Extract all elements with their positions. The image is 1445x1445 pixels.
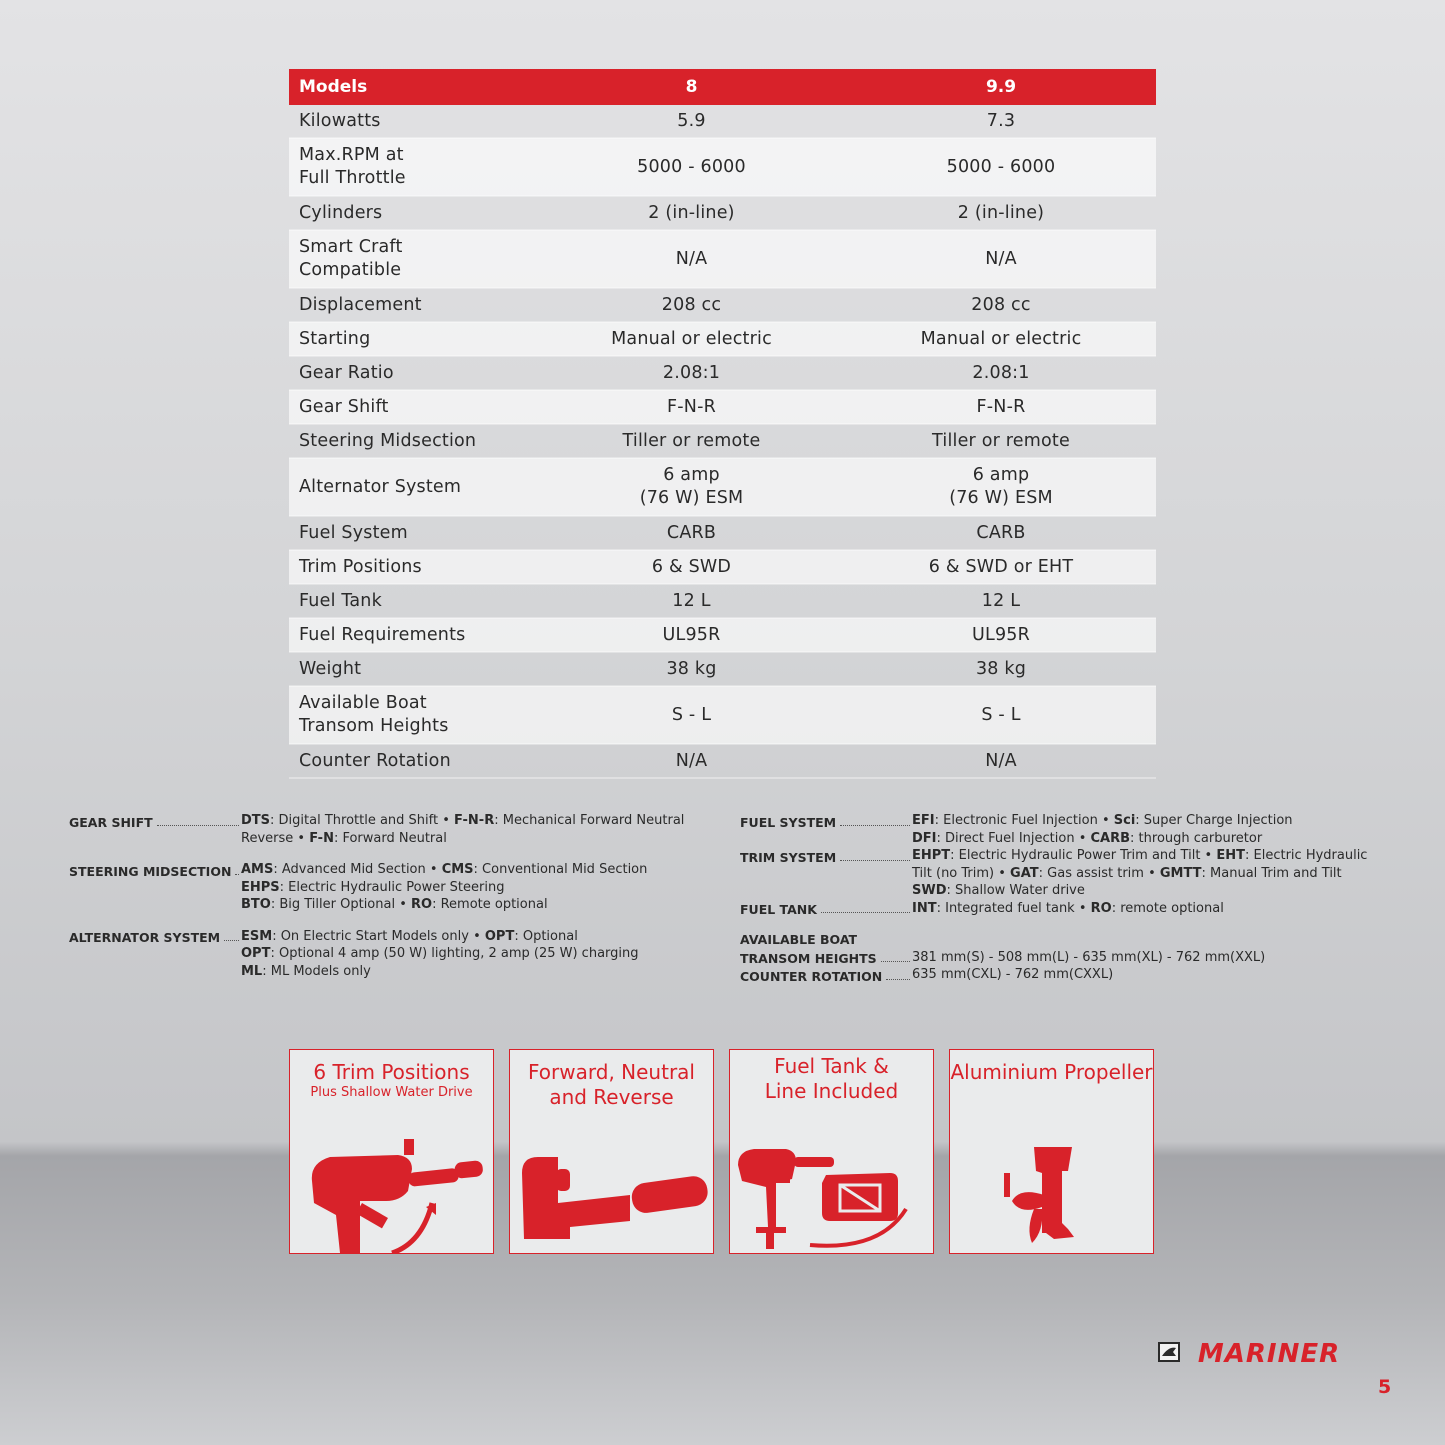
legend-description-line	[241, 861, 719, 879]
legend-description-line	[241, 830, 719, 848]
spec-value-model-9-9	[846, 105, 1156, 138]
spec-row	[289, 322, 1156, 356]
spec-label	[289, 618, 537, 652]
spec-label-line: Fuel Tank	[299, 590, 382, 611]
spec-row	[289, 105, 1156, 138]
feature-title-line-2: and Reverse	[549, 1085, 674, 1109]
spec-row	[289, 230, 1156, 288]
legend-text: : Digital Throttle and Shift •	[270, 813, 455, 828]
legend-text: : Shallow Water drive	[946, 883, 1085, 898]
feature-title: Aluminium Propeller	[950, 1060, 1153, 1084]
spec-label	[289, 230, 537, 288]
spec-value-model-8	[537, 652, 846, 686]
header-model-9-9: 9.9	[846, 69, 1156, 105]
legend-description	[241, 812, 719, 847]
spec-label-line: Fuel System	[299, 522, 408, 543]
propeller-icon	[950, 1103, 1154, 1253]
legend-text: : Big Tiller Optional •	[270, 897, 412, 912]
spec-value-model-9-9-line: S - L	[981, 704, 1021, 725]
legend-key	[740, 812, 912, 830]
feature-title-line-1: Fuel Tank &	[774, 1054, 889, 1078]
legend-key	[740, 966, 912, 984]
legend-abbreviation: OPT	[484, 928, 515, 944]
legend-description	[912, 812, 1380, 847]
spec-label-line: Starting	[299, 328, 371, 349]
page-number: 5	[1378, 1376, 1392, 1398]
legend-abbreviation: DFI	[912, 830, 937, 846]
spec-label	[289, 424, 537, 458]
fuel-tank-icon	[730, 1103, 934, 1253]
legend-abbreviation: BTO	[241, 897, 271, 912]
legend-entry	[740, 900, 1380, 918]
legend-key-label: ALTERNATOR SYSTEM	[69, 930, 221, 945]
legend-description-line	[912, 882, 1380, 900]
legend-key-label: FUEL SYSTEM	[740, 814, 837, 830]
legend-abbreviation: RO	[1090, 900, 1112, 916]
spec-label-line: Kilowatts	[299, 110, 381, 131]
spec-value-model-9-9	[846, 196, 1156, 230]
legend-text: : Electric Hydraulic	[1245, 848, 1368, 863]
legend-description-line	[912, 966, 1380, 984]
legend-abbreviation: EHPT	[912, 848, 951, 863]
spec-row	[289, 390, 1156, 424]
spec-value-model-9-9-line: Tiller or remote	[932, 430, 1070, 451]
spec-label-line: Weight	[299, 658, 362, 679]
legend-text: : ML Models only	[262, 963, 371, 979]
legend-description-line	[912, 812, 1380, 830]
legend-key-label: FUEL TANK	[740, 902, 817, 917]
legend-abbreviation: EHT	[1216, 848, 1245, 863]
tiller-shift-icon	[510, 1103, 714, 1253]
legend-description-line	[241, 928, 719, 946]
spec-value-model-8-line: N/A	[675, 248, 708, 269]
legend-text: : Electric Hydraulic Power Steering	[279, 879, 505, 895]
legend-description-line	[241, 945, 719, 963]
header-model-8: 8	[537, 69, 846, 105]
spec-label	[289, 138, 537, 196]
legend-text: : remote optional	[1111, 900, 1224, 916]
spec-value-model-8-line: 12 L	[672, 590, 711, 611]
spec-value-model-8-line: S - L	[671, 704, 712, 725]
spec-label	[289, 390, 537, 424]
legend-abbreviation: GMTT	[1159, 865, 1202, 881]
legend-abbreviation: AMS	[241, 862, 274, 877]
spec-value-model-8-line: 2 (in-line)	[648, 202, 735, 223]
spec-value-model-8-line: 5000 - 6000	[637, 156, 746, 177]
spec-label-line: Cylinders	[299, 202, 383, 223]
legend-text: : Electronic Fuel Injection •	[934, 813, 1114, 828]
spec-row	[289, 458, 1156, 516]
outboard-trim-icon	[290, 1103, 494, 1253]
spec-value-model-9-9	[846, 550, 1156, 584]
spec-value-model-8	[537, 196, 846, 230]
legend-abbreviation: ML	[241, 963, 263, 979]
legend-abbreviation: ESM	[241, 928, 273, 944]
legend-text: : On Electric Start Models only •	[272, 928, 485, 944]
spec-row	[289, 356, 1156, 390]
spec-label	[289, 686, 537, 744]
mariner-logo	[1157, 1338, 1362, 1366]
svg-text:MARINER: MARINER	[1197, 1339, 1341, 1366]
spec-body	[289, 105, 1156, 778]
legend-abbreviation: CARB	[1090, 830, 1131, 846]
spec-value-model-8-line: F-N-R	[667, 396, 716, 417]
legend-text: : Optional 4 amp (50 W) lighting, 2 amp (25 W) charging	[270, 946, 639, 961]
legend-abbreviation: SWD	[912, 883, 947, 898]
spec-value-model-9-9	[846, 230, 1156, 288]
spec-value-model-8	[537, 322, 846, 356]
spec-value-model-9-9	[846, 618, 1156, 652]
spec-value-model-8	[537, 230, 846, 288]
legend-text: : through carburetor	[1130, 830, 1263, 846]
spec-value-model-9-9	[846, 584, 1156, 618]
spec-value-model-9-9	[846, 458, 1156, 516]
feature-aluminium-propeller	[949, 1049, 1154, 1254]
spec-label-line: Full Throttle	[299, 168, 406, 188]
spec-value-model-8	[537, 516, 846, 550]
legend-description-line	[912, 830, 1380, 848]
legend-text: : Direct Fuel Injection •	[936, 830, 1091, 846]
spec-value-model-8	[537, 458, 846, 516]
spec-row	[289, 584, 1156, 618]
legend-abbreviation: Sci	[1113, 813, 1136, 828]
spec-value-model-9-9-line: 6 & SWD or EHT	[928, 556, 1074, 577]
feature-forward-neutral-reverse	[509, 1049, 714, 1254]
legend-description	[241, 861, 719, 914]
legend-key-line: AVAILABLE BOAT	[740, 932, 858, 947]
spec-header-row	[289, 69, 1156, 105]
spec-value-model-9-9	[846, 424, 1156, 458]
legend-key	[69, 928, 241, 946]
spec-value-model-8	[537, 618, 846, 652]
spec-value-model-8	[537, 356, 846, 390]
legend-abbreviation: GAT	[1010, 865, 1039, 881]
spec-value-model-8	[537, 584, 846, 618]
spec-row	[289, 618, 1156, 652]
spec-row	[289, 686, 1156, 744]
legend-abbreviation: EHPS	[241, 879, 280, 895]
legend-text: : Manual Trim and Tilt	[1201, 865, 1342, 881]
spec-value-model-9-9-line: UL95R	[972, 624, 1030, 645]
spec-value-model-8-line: 5.9	[677, 110, 706, 131]
spec-value-model-8-line: Manual or electric	[611, 328, 772, 349]
spec-value-model-9-9-line: N/A	[985, 750, 1017, 771]
legend-text: : Mechanical Forward Neutral	[494, 813, 685, 828]
legend-abbreviation: F-N-R	[454, 813, 495, 828]
legend-description-line	[912, 949, 1380, 967]
spec-label-line: Alternator System	[299, 476, 462, 497]
legend-key	[69, 812, 241, 830]
legend-text: : Remote optional	[432, 897, 548, 912]
spec-value-model-9-9	[846, 652, 1156, 686]
spec-value-model-8-line: 2.08:1	[662, 362, 721, 383]
spec-label-line: Available Boat	[299, 693, 427, 713]
spec-label	[289, 516, 537, 550]
spec-value-model-9-9	[846, 686, 1156, 744]
spec-row	[289, 288, 1156, 322]
legend-description	[912, 900, 1380, 918]
spec-value-model-8	[537, 424, 846, 458]
legend-abbreviation: INT	[912, 900, 937, 916]
spec-row	[289, 516, 1156, 550]
feature-title-line-1: Forward, Neutral	[528, 1060, 695, 1084]
legend-abbreviation: CMS	[441, 862, 474, 877]
spec-label-line: Gear Shift	[299, 396, 389, 417]
spec-value-model-9-9-line: 208 cc	[971, 294, 1031, 315]
spec-value-model-9-9-line: 6 amp	[972, 465, 1030, 485]
spec-value-model-8-line: N/A	[675, 750, 708, 771]
legend-text: : Optional	[514, 928, 578, 944]
legend-description-line	[241, 896, 719, 914]
spec-label	[289, 744, 537, 778]
spec-value-model-8-line: (76 W) ESM	[639, 488, 744, 508]
spec-value-model-8-line: Tiller or remote	[622, 430, 761, 451]
spec-value-model-9-9	[846, 744, 1156, 778]
spec-label	[289, 550, 537, 584]
spec-row	[289, 550, 1156, 584]
spec-value-model-9-9-line: N/A	[985, 248, 1017, 269]
spec-value-model-9-9	[846, 516, 1156, 550]
legend-key	[740, 847, 912, 865]
spec-value-model-8	[537, 138, 846, 196]
legend-description-line	[912, 900, 1380, 918]
spec-label-line: Steering Midsection	[299, 430, 477, 451]
legend-text: Reverse •	[241, 830, 310, 846]
spec-label-line: Compatible	[299, 260, 402, 280]
spec-value-model-8-line: 38 kg	[666, 658, 717, 679]
spec-row	[289, 196, 1156, 230]
spec-value-model-8	[537, 686, 846, 744]
spec-value-model-9-9-line: Manual or electric	[920, 328, 1082, 349]
legend-text: : Electric Hydraulic Power Trim and Tilt •	[950, 848, 1217, 863]
spec-label	[289, 322, 537, 356]
header-models: Models	[289, 69, 537, 105]
legend-text: : Conventional Mid Section	[473, 862, 648, 877]
spec-label	[289, 288, 537, 322]
spec-row	[289, 424, 1156, 458]
legend-text: : Super Charge Injection	[1135, 813, 1293, 828]
spec-label	[289, 652, 537, 686]
spec-label	[289, 105, 537, 138]
spec-table	[289, 69, 1156, 779]
legend-text: : Gas assist trim •	[1038, 865, 1160, 881]
spec-row	[289, 744, 1156, 778]
spec-label-line: Transom Heights	[299, 716, 449, 736]
spec-value-model-9-9-line: 2 (in-line)	[957, 202, 1045, 223]
spec-label-line: Smart Craft	[299, 237, 403, 257]
legend-description-line	[241, 879, 719, 897]
legend-entry	[740, 966, 1380, 984]
legend-entry	[69, 928, 719, 981]
legend-description	[241, 928, 719, 981]
legend-key-label: TRIM SYSTEM	[740, 849, 837, 865]
feature-title: 6 Trim Positions	[313, 1060, 470, 1084]
legend-entry	[69, 812, 719, 847]
spec-label-line: Trim Positions	[299, 556, 422, 577]
legend-abbreviation: F-N	[309, 830, 334, 846]
spec-label-line: Gear Ratio	[299, 362, 394, 383]
legend-abbreviation: RO	[411, 897, 433, 912]
spec-value-model-9-9-line: (76 W) ESM	[949, 488, 1053, 508]
legend-key-label: GEAR SHIFT	[69, 814, 153, 830]
spec-label-line: Fuel Requirements	[299, 624, 466, 645]
spec-value-model-9-9-line: CARB	[976, 522, 1026, 543]
legend-description-line	[912, 847, 1380, 865]
legend-key	[740, 949, 912, 967]
spec-value-model-8	[537, 744, 846, 778]
legend-key-label: TRANSOM HEIGHTS	[740, 951, 877, 966]
spec-row	[289, 652, 1156, 686]
spec-label-line: Max.RPM at	[299, 145, 404, 165]
feature-trim-positions	[289, 1049, 494, 1254]
legend-text: 381 mm(S) - 508 mm(L) - 635 mm(XL) - 762 mm(XXL)	[912, 949, 1266, 965]
spec-value-model-8-line: 208 cc	[661, 294, 722, 315]
spec-label	[289, 196, 537, 230]
spec-label-line: Displacement	[299, 294, 422, 315]
spec-value-model-9-9-line: 5000 - 6000	[946, 156, 1056, 177]
legend-abbreviation: DTS	[241, 813, 271, 828]
spec-row	[289, 138, 1156, 196]
feature-subtitle: Plus Shallow Water Drive	[310, 1085, 473, 1100]
legend-key	[69, 861, 241, 879]
spec-value-model-9-9	[846, 288, 1156, 322]
spec-value-model-9-9-line: 2.08:1	[972, 362, 1030, 383]
legend-description-line	[241, 812, 719, 830]
legend-key-label: STEERING MIDSECTION	[69, 863, 232, 879]
spec-label	[289, 458, 537, 516]
spec-label-line: Counter Rotation	[299, 750, 451, 771]
legend-key	[740, 900, 912, 918]
spec-value-model-9-9	[846, 138, 1156, 196]
legend-text: Tilt (no Trim) •	[912, 865, 1011, 881]
legend-left	[69, 812, 719, 980]
legend-description-line	[912, 865, 1380, 883]
legend-entry	[740, 847, 1380, 900]
spec-value-model-8	[537, 550, 846, 584]
legend-abbreviation: OPT	[241, 946, 271, 961]
legend-right	[740, 812, 1380, 984]
legend-key-label: COUNTER ROTATION	[740, 968, 883, 984]
spec-value-model-8-line: UL95R	[662, 624, 721, 645]
spec-label	[289, 584, 537, 618]
legend-text: : Forward Neutral	[333, 830, 447, 846]
spec-value-model-9-9	[846, 390, 1156, 424]
spec-value-model-8-line: 6 & SWD	[651, 556, 732, 577]
spec-value-model-8	[537, 105, 846, 138]
legend-text: 635 mm(CXL) - 762 mm(CXXL)	[912, 967, 1114, 982]
feature-fuel-tank	[729, 1049, 934, 1254]
legend-text: : Integrated fuel tank •	[936, 900, 1091, 916]
legend-entry	[69, 861, 719, 914]
legend-text: : Advanced Mid Section •	[273, 862, 442, 877]
spec-value-model-9-9-line: 7.3	[986, 110, 1016, 131]
spec-value-model-9-9-line: 38 kg	[975, 658, 1027, 679]
legend-description	[912, 966, 1380, 984]
spec-label	[289, 356, 537, 390]
feature-title-line-2: Line Included	[764, 1079, 899, 1103]
legend-entry	[740, 812, 1380, 847]
spec-value-model-9-9	[846, 356, 1156, 390]
spec-value-model-8	[537, 390, 846, 424]
spec-value-model-8	[537, 288, 846, 322]
legend-entry	[740, 931, 1380, 966]
legend-abbreviation: EFI	[912, 813, 935, 828]
spec-value-model-9-9-line: 12 L	[981, 590, 1021, 611]
legend-description	[912, 949, 1380, 967]
spec-value-model-9-9	[846, 322, 1156, 356]
legend-description	[912, 847, 1380, 900]
legend-description-line	[241, 963, 719, 981]
spec-value-model-9-9-line: F-N-R	[976, 396, 1026, 417]
spec-value-model-8-line: CARB	[666, 522, 717, 543]
spec-value-model-8-line: 6 amp	[663, 465, 720, 485]
